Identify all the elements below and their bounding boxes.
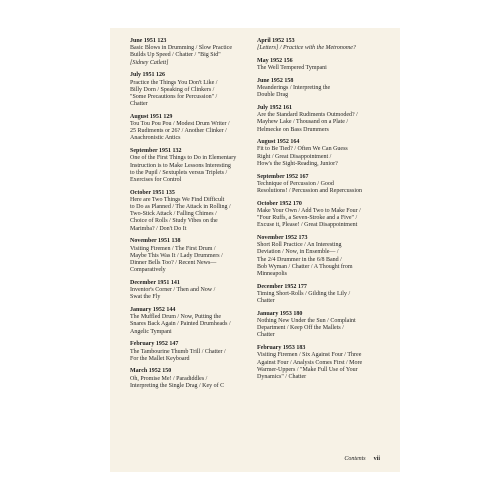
contents-entry — [257, 174, 382, 196]
entry-heading: June 1952 158 — [257, 77, 294, 84]
entry-heading: April 1952 153 — [257, 38, 295, 44]
contents-entry — [130, 307, 255, 336]
entry-title-line: The Muffled Drum / Now, Putting the — [130, 314, 221, 321]
entry-heading: May 1952 156 — [257, 57, 293, 64]
entry-title-line: The Tambourine Thumb Trill / Chatter / — [130, 348, 226, 355]
entry-title-line: Excuse it, Please! / Great Disappointment — [257, 222, 358, 229]
entry-heading: January 1952 144 — [130, 307, 176, 313]
entry-title-line: Snares Back Again / Painted Drumheads / — [130, 321, 231, 328]
entry-title-line: Dinner Bells Too? / Recent News— — [130, 259, 217, 266]
entry-title-line: Warmer-Uppers / "Make Full Use of Your — [257, 366, 358, 373]
entry-title-line: Visiting Firemen / The First Drum / — [130, 245, 216, 252]
entry-heading: June 1951 123 — [130, 38, 167, 44]
entry-heading: October 1952 170 — [257, 200, 302, 207]
contents-entry — [130, 72, 255, 108]
entry-heading: December 1951 141 — [130, 279, 180, 286]
entry-heading: December 1952 177 — [257, 283, 307, 290]
entry-title-line: Make Your Own / Add Two to Make Four / — [257, 207, 361, 214]
entry-title-line: Chatter — [130, 101, 148, 108]
entry-heading: August 1952 164 — [257, 139, 300, 146]
contents-entry — [130, 238, 255, 274]
contents-entry — [130, 148, 255, 184]
contents-entry — [257, 345, 382, 381]
entry-title-line: The 2/4 Drummer in the 6/8 Band / — [257, 256, 342, 263]
contents-entry — [257, 201, 382, 230]
entry-title-line: Double Drag — [257, 92, 289, 99]
entry-title-line: Fit to Be Tied? / Often We Can Guess — [257, 146, 348, 153]
entry-title-line: Mayhew Lake / Thousand on a Plate / — [257, 119, 349, 126]
entry-heading: September 1952 167 — [257, 173, 309, 180]
entry-title-line: Basic Blows in Drumming / Slow Practice — [130, 45, 232, 52]
contents-left-column — [130, 38, 255, 396]
entry-title-line: 25 Rudiments or 26? / Another Clinker / — [130, 128, 227, 135]
contents-entry — [130, 190, 255, 233]
contents-entry — [130, 368, 255, 390]
entry-title-line: Interpreting the Single Drag / Key of C — [130, 382, 225, 389]
contents-entry — [130, 341, 255, 363]
entry-heading: July 1952 161 — [257, 104, 293, 111]
entry-title-line: Minneapolis — [257, 270, 287, 277]
entry-title-line: How's the Sight-Reading, Junior? — [257, 160, 338, 167]
entry-title-line: Technique of Percussion / Good — [257, 180, 334, 187]
contents-entry — [130, 280, 255, 302]
page-number: vii — [373, 456, 380, 462]
entry-title-line: Oh, Promise Me! / Paradiddles / — [130, 375, 208, 382]
entry-title-line: Chatter — [257, 332, 275, 339]
entry-title-line: The Well Tempered Tympani — [257, 65, 327, 72]
entry-title-line: Swat the Fly — [130, 294, 161, 301]
entry-title-line: Nothing New Under the Sun / Complaint — [257, 318, 356, 324]
footer-label: Contents — [344, 456, 366, 462]
entry-title-line: Inventor's Corner / Then and Now / — [130, 287, 216, 294]
entry-title-line: Instruction is to Make Lessons Interesting — [130, 162, 231, 169]
contents-entry — [257, 38, 382, 52]
entry-title-line: Angelic Tympani — [130, 328, 172, 335]
contents-entry — [130, 38, 255, 67]
entry-title-line: Deviation / Now, in Ensemble— / — [257, 249, 339, 256]
contents-entry — [257, 78, 382, 100]
entry-title-line: Resolutions! / Percussion and Repercussion — [257, 187, 362, 194]
entry-title-line: [Sidney Catlett] — [130, 59, 169, 66]
entry-title-line: Bob Wyman / Chatter / A Thought from — [257, 263, 353, 270]
entry-title-line: Anachronistic Antics — [130, 135, 181, 142]
entry-title-line: Department / Keep Off the Mallets / — [257, 325, 344, 332]
entry-title-line: Billy Dorn / Speaking of Clinkers / — [130, 86, 215, 93]
entry-heading: August 1951 129 — [130, 113, 173, 120]
page-footer — [110, 456, 380, 462]
entry-title-line: "Some Precautions for Percussion" / — [130, 93, 218, 100]
entry-title-line: Tou Tou Pou Pou / Modest Drum Writer / — [130, 121, 230, 128]
entry-heading: July 1951 126 — [130, 72, 166, 79]
contents-entry — [257, 311, 382, 340]
entry-heading: February 1952 147 — [130, 341, 179, 348]
contents-entry — [257, 284, 382, 306]
entry-heading: February 1953 183 — [257, 345, 306, 352]
entry-title-line: One of the First Things to Do in Elementary — [130, 155, 237, 162]
entry-title-line: Helmecke on Bass Drummers — [257, 126, 329, 133]
entry-title-line: Against Four / Analysis Comes First / More — [257, 359, 363, 366]
entry-title-line: Here are Two Things We Find Difficult — [130, 196, 225, 203]
entry-title-line: to Do as Planned / The Attack in Rolling / — [130, 204, 231, 211]
entry-title-line: Marimba? / Don't Do It — [130, 225, 187, 232]
entry-heading: November 1951 138 — [130, 238, 181, 245]
entry-title-line: Are the Standard Rudiments Outmoded? / — [257, 112, 358, 119]
entry-title-line: Right / Great Disappointment / — [257, 153, 332, 160]
entry-title-line: Practice the Things You Don't Like / — [130, 79, 218, 86]
book-page — [110, 28, 400, 472]
entry-title-line: Two-Stick Attack / Falling Chimes / — [130, 211, 217, 218]
entry-heading: September 1951 132 — [130, 148, 182, 155]
entry-title-line: For the Mallet Keyboard — [130, 355, 190, 362]
contents-entry — [257, 58, 382, 72]
entry-title-line: Short Roll Practice / An Interesting — [257, 242, 342, 249]
entry-heading: November 1952 173 — [257, 234, 308, 241]
entry-title-line: Chatter — [257, 298, 275, 305]
entry-title-line: Dynamics" / Chatter — [257, 373, 307, 380]
contents-entry — [130, 114, 255, 143]
contents-entry — [257, 139, 382, 168]
entry-heading: January 1953 180 — [257, 310, 303, 317]
entry-title-line: "Four Ruffs, a Seven-Stroke and a Five" / — [257, 215, 358, 222]
entry-heading: October 1951 135 — [130, 189, 175, 196]
entry-title-line: Builds Up Speed / Chatter / "Big Sid" — [130, 52, 221, 59]
contents-entry — [257, 235, 382, 278]
entry-title-line: Visiting Firemen / Six Against Four / Three — [257, 352, 362, 359]
entry-title-line: [Letters] / Practice with the Metronome? — [257, 45, 356, 52]
entry-title-line: Timing Short-Rolls / Gilding the Lily / — [257, 290, 351, 297]
entry-heading: March 1952 150 — [130, 368, 172, 375]
entry-title-line: Choice of Rolls / Study Vibes on the — [130, 218, 218, 225]
entry-title-line: Maybe This Was It / Lady Drummers / — [130, 252, 223, 259]
entry-title-line: Meanderings / Interpreting the — [257, 85, 331, 92]
entry-title-line: Exercises for Control — [130, 176, 182, 183]
entry-title-line: to the Pupil / Sextuplets versus Triplets / — [130, 169, 228, 176]
entry-title-line: Comparatively — [130, 267, 166, 274]
contents-entry — [257, 105, 382, 134]
contents-right-column — [257, 38, 382, 387]
